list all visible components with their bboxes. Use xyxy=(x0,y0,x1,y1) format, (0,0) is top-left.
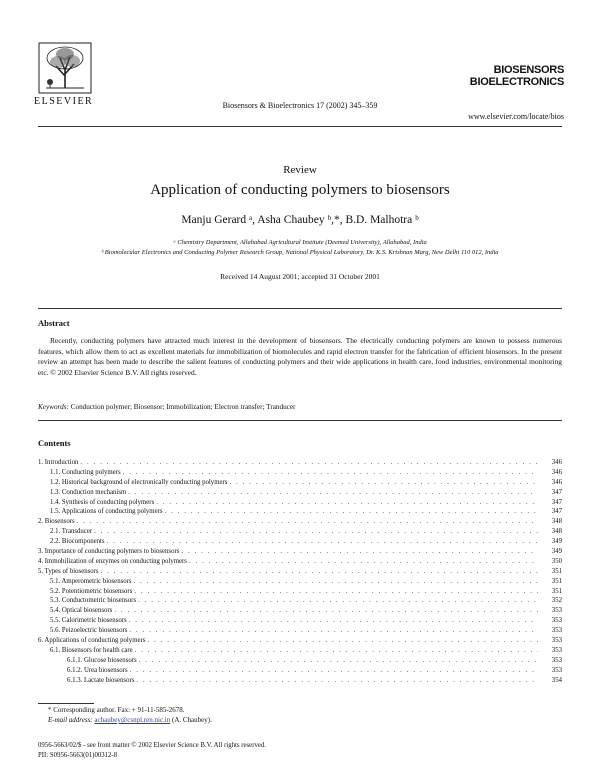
email-note xyxy=(48,716,212,724)
toc-entry-page: 351 xyxy=(551,577,562,585)
toc-entry-label: 2.1. Transducer xyxy=(50,528,93,536)
toc-entry-page: 353 xyxy=(551,617,562,625)
toc-entry[interactable] xyxy=(38,537,562,547)
table-of-contents xyxy=(38,458,562,685)
toc-entry-page: 353 xyxy=(551,646,562,654)
toc-entry-page: 352 xyxy=(551,597,562,605)
email-label: E-mail address: xyxy=(48,716,93,724)
toc-leader-dots xyxy=(138,596,538,606)
toc-entry[interactable] xyxy=(38,458,562,468)
journal-website[interactable]: www.elsevier.com/locate/bios xyxy=(468,112,564,121)
toc-entry-label: 2. Biosensors xyxy=(38,518,75,526)
abstract-bottom-rule xyxy=(38,420,562,421)
toc-entry-label: 5.5. Calorimetric biosensors xyxy=(50,617,127,625)
keywords-list: Conduction polymer; Biosensor; Immobilization; Electron transfer; Tranducer xyxy=(70,403,296,411)
toc-entry-page: 349 xyxy=(551,538,562,546)
article-title: Application of conducting polymers to biosensors xyxy=(150,182,450,198)
abstract-text: Recently, conducting polymers have attracted much interest in the development of biosensors. The electrically conducting polymers are known to possess numerous features, which allow them to act as excellent materials for immobilization of biomolecules and rapid electron transfer for the fabrication of efficient biosensors. In the present review an attempt has been made to describe the salient features of conducting polymers and their wide applications in health care, food industries, environmental monitoring etc. © 2002 Elsevier Science B.V. All rights reserved. xyxy=(38,336,562,377)
issn-line: 0956-5663/02/$ - see front matter © 2002 Elsevier Science B.V. All rights reserved. xyxy=(38,742,266,749)
toc-entry[interactable] xyxy=(38,507,562,517)
abstract-top-rule xyxy=(38,308,562,309)
toc-entry-label: 4. Immobilization of enzymes on conducting polymers xyxy=(38,557,187,565)
toc-leader-dots xyxy=(114,606,538,616)
toc-entry-label: 1.4. Synthesis of conducting polymers xyxy=(50,498,155,506)
toc-entry[interactable] xyxy=(38,616,562,626)
toc-entry-label: 6. Applications of conducting polymers xyxy=(38,637,146,645)
toc-leader-dots xyxy=(134,577,538,587)
toc-entry-page: 346 xyxy=(551,468,562,476)
toc-entry-label: 1. Introduction xyxy=(38,459,79,466)
toc-entry[interactable] xyxy=(38,577,562,587)
email-suffix: (A. Chaubey). xyxy=(172,716,212,724)
toc-leader-dots xyxy=(165,507,538,517)
toc-entry[interactable] xyxy=(38,547,562,557)
toc-entry-label: 3. Importance of conducting polymers to biosensors xyxy=(38,548,180,556)
brand-line-1: BIOSENSORS xyxy=(493,64,564,76)
toc-entry-page: 347 xyxy=(551,508,562,516)
toc-leader-dots xyxy=(123,468,538,478)
toc-entry-page: 347 xyxy=(551,488,562,496)
toc-leader-dots xyxy=(129,626,538,636)
keywords-label: Keywords: xyxy=(38,403,69,411)
toc-leader-dots xyxy=(229,478,538,488)
toc-entry-page: 349 xyxy=(551,548,562,556)
toc-entry[interactable] xyxy=(38,596,562,606)
toc-entry[interactable] xyxy=(38,488,562,498)
toc-leader-dots xyxy=(147,636,538,646)
toc-entry[interactable] xyxy=(38,666,562,676)
toc-leader-dots xyxy=(156,498,538,508)
toc-entry-label: 5.2. Potentiometric biosensors xyxy=(50,587,133,595)
toc-leader-dots xyxy=(80,458,538,468)
toc-entry-label: 6.1.1. Glucose biosensors xyxy=(67,656,137,664)
toc-entry-page: 353 xyxy=(551,627,562,635)
toc-leader-dots xyxy=(107,537,538,547)
toc-entry-label: 6.1. Biosensors for health care xyxy=(50,646,133,654)
affiliation-b: ᵇ Biomolecular Electronics and Conducting Polymer Research Group, National Physical Laboratory, Dr. K.S. Krishnan Marg, New Delhi 110 012, India xyxy=(101,249,499,256)
toc-entry-label: 1.5. Applications of conducting polymers xyxy=(50,508,163,516)
toc-entry[interactable] xyxy=(38,557,562,567)
corresponding-author-note: * Corresponding author. Fax: + 91-11-585-2678. xyxy=(48,706,185,714)
toc-entry-page: 353 xyxy=(551,607,562,615)
toc-leader-dots xyxy=(135,646,538,656)
toc-entry[interactable] xyxy=(38,587,562,597)
publisher-name: ELSEVIER xyxy=(34,96,94,107)
toc-entry-page: 348 xyxy=(551,528,562,536)
toc-leader-dots xyxy=(181,547,538,557)
toc-entry-page: 348 xyxy=(551,518,562,526)
toc-entry[interactable] xyxy=(38,527,562,537)
toc-entry-page: 353 xyxy=(551,637,562,645)
journal-citation: Biosensors & Bioelectronics 17 (2002) 345–359 xyxy=(222,101,378,110)
toc-leader-dots xyxy=(139,656,538,666)
toc-entry-page: 347 xyxy=(551,498,562,506)
email-link[interactable]: achaubey@csnpl.ren.nic.in xyxy=(94,716,171,724)
toc-leader-dots xyxy=(129,616,538,626)
toc-leader-dots xyxy=(136,676,538,686)
toc-entry-page: 353 xyxy=(551,656,562,664)
toc-entry-label: 6.1.3. Lactate biosensors xyxy=(67,676,135,684)
toc-entry-page: 350 xyxy=(551,557,562,565)
keywords xyxy=(38,403,295,411)
toc-leader-dots xyxy=(94,527,538,537)
toc-leader-dots xyxy=(128,488,538,498)
toc-entry[interactable] xyxy=(38,676,562,686)
toc-entry-label: 5.4. Optical biosensors xyxy=(50,607,113,615)
toc-leader-dots xyxy=(130,666,538,676)
toc-entry-label: 5.6. Peizoelectric biosensors xyxy=(50,627,128,635)
toc-entry[interactable] xyxy=(38,656,562,666)
toc-entry-label: 5. Types of biosensors xyxy=(38,567,99,575)
toc-entry[interactable] xyxy=(38,606,562,616)
toc-entry[interactable] xyxy=(38,626,562,636)
pii-line: PII: S0956-5663(01)00312-8 xyxy=(38,752,118,759)
toc-entry-label: 5.1. Amperometric biosensors xyxy=(50,577,132,585)
toc-entry-label: 1.2. Historical background of electronically conducting polymers xyxy=(50,478,228,486)
toc-entry-label: 5.3. Conductometric biosensors xyxy=(50,597,137,605)
toc-entry-page: 354 xyxy=(551,676,562,684)
toc-entry[interactable] xyxy=(38,517,562,527)
toc-entry-page: 353 xyxy=(551,666,562,674)
toc-entry[interactable] xyxy=(38,468,562,478)
brand-line-2: BIOELECTRONICS xyxy=(469,76,564,88)
toc-entry-label: 1.1. Conducting polymers xyxy=(50,468,121,476)
toc-entry[interactable] xyxy=(38,478,562,488)
toc-entry-label: 1.3. Conduction mechanism xyxy=(50,488,127,496)
toc-entry[interactable] xyxy=(38,636,562,646)
header-rule xyxy=(38,126,562,127)
toc-entry-page: 351 xyxy=(551,567,562,575)
toc-leader-dots xyxy=(189,557,538,567)
abstract-heading: Abstract xyxy=(38,318,70,328)
toc-entry-page: 346 xyxy=(551,478,562,486)
toc-entry-label: 2.2. Biocomponents xyxy=(50,538,105,546)
received-dates: Received 14 August 2001; accepted 31 October 2001 xyxy=(220,272,380,281)
author-list: Manju Gerard ᵃ, Asha Chaubey ᵇ,*, B.D. Malhotra ᵇ xyxy=(181,214,419,226)
article-type: Review xyxy=(283,164,317,176)
journal-brand-logo xyxy=(470,64,564,88)
toc-entry[interactable] xyxy=(38,567,562,577)
contents-heading: Contents xyxy=(38,438,71,448)
toc-entry-page: 351 xyxy=(551,587,562,595)
toc-entry[interactable] xyxy=(38,646,562,656)
toc-entry-label: 6.1.2. Urea biosensors xyxy=(67,666,128,674)
toc-entry[interactable] xyxy=(38,498,562,508)
affiliation-a: ᵃ Chemistry Department, Allahabad Agricultural Institute (Deemed University), Allahabad, India xyxy=(173,239,427,246)
toc-leader-dots xyxy=(101,567,538,577)
toc-entry-page: 346 xyxy=(551,459,562,466)
footnote-rule xyxy=(38,703,94,704)
toc-leader-dots xyxy=(134,587,538,597)
toc-leader-dots xyxy=(77,517,538,527)
